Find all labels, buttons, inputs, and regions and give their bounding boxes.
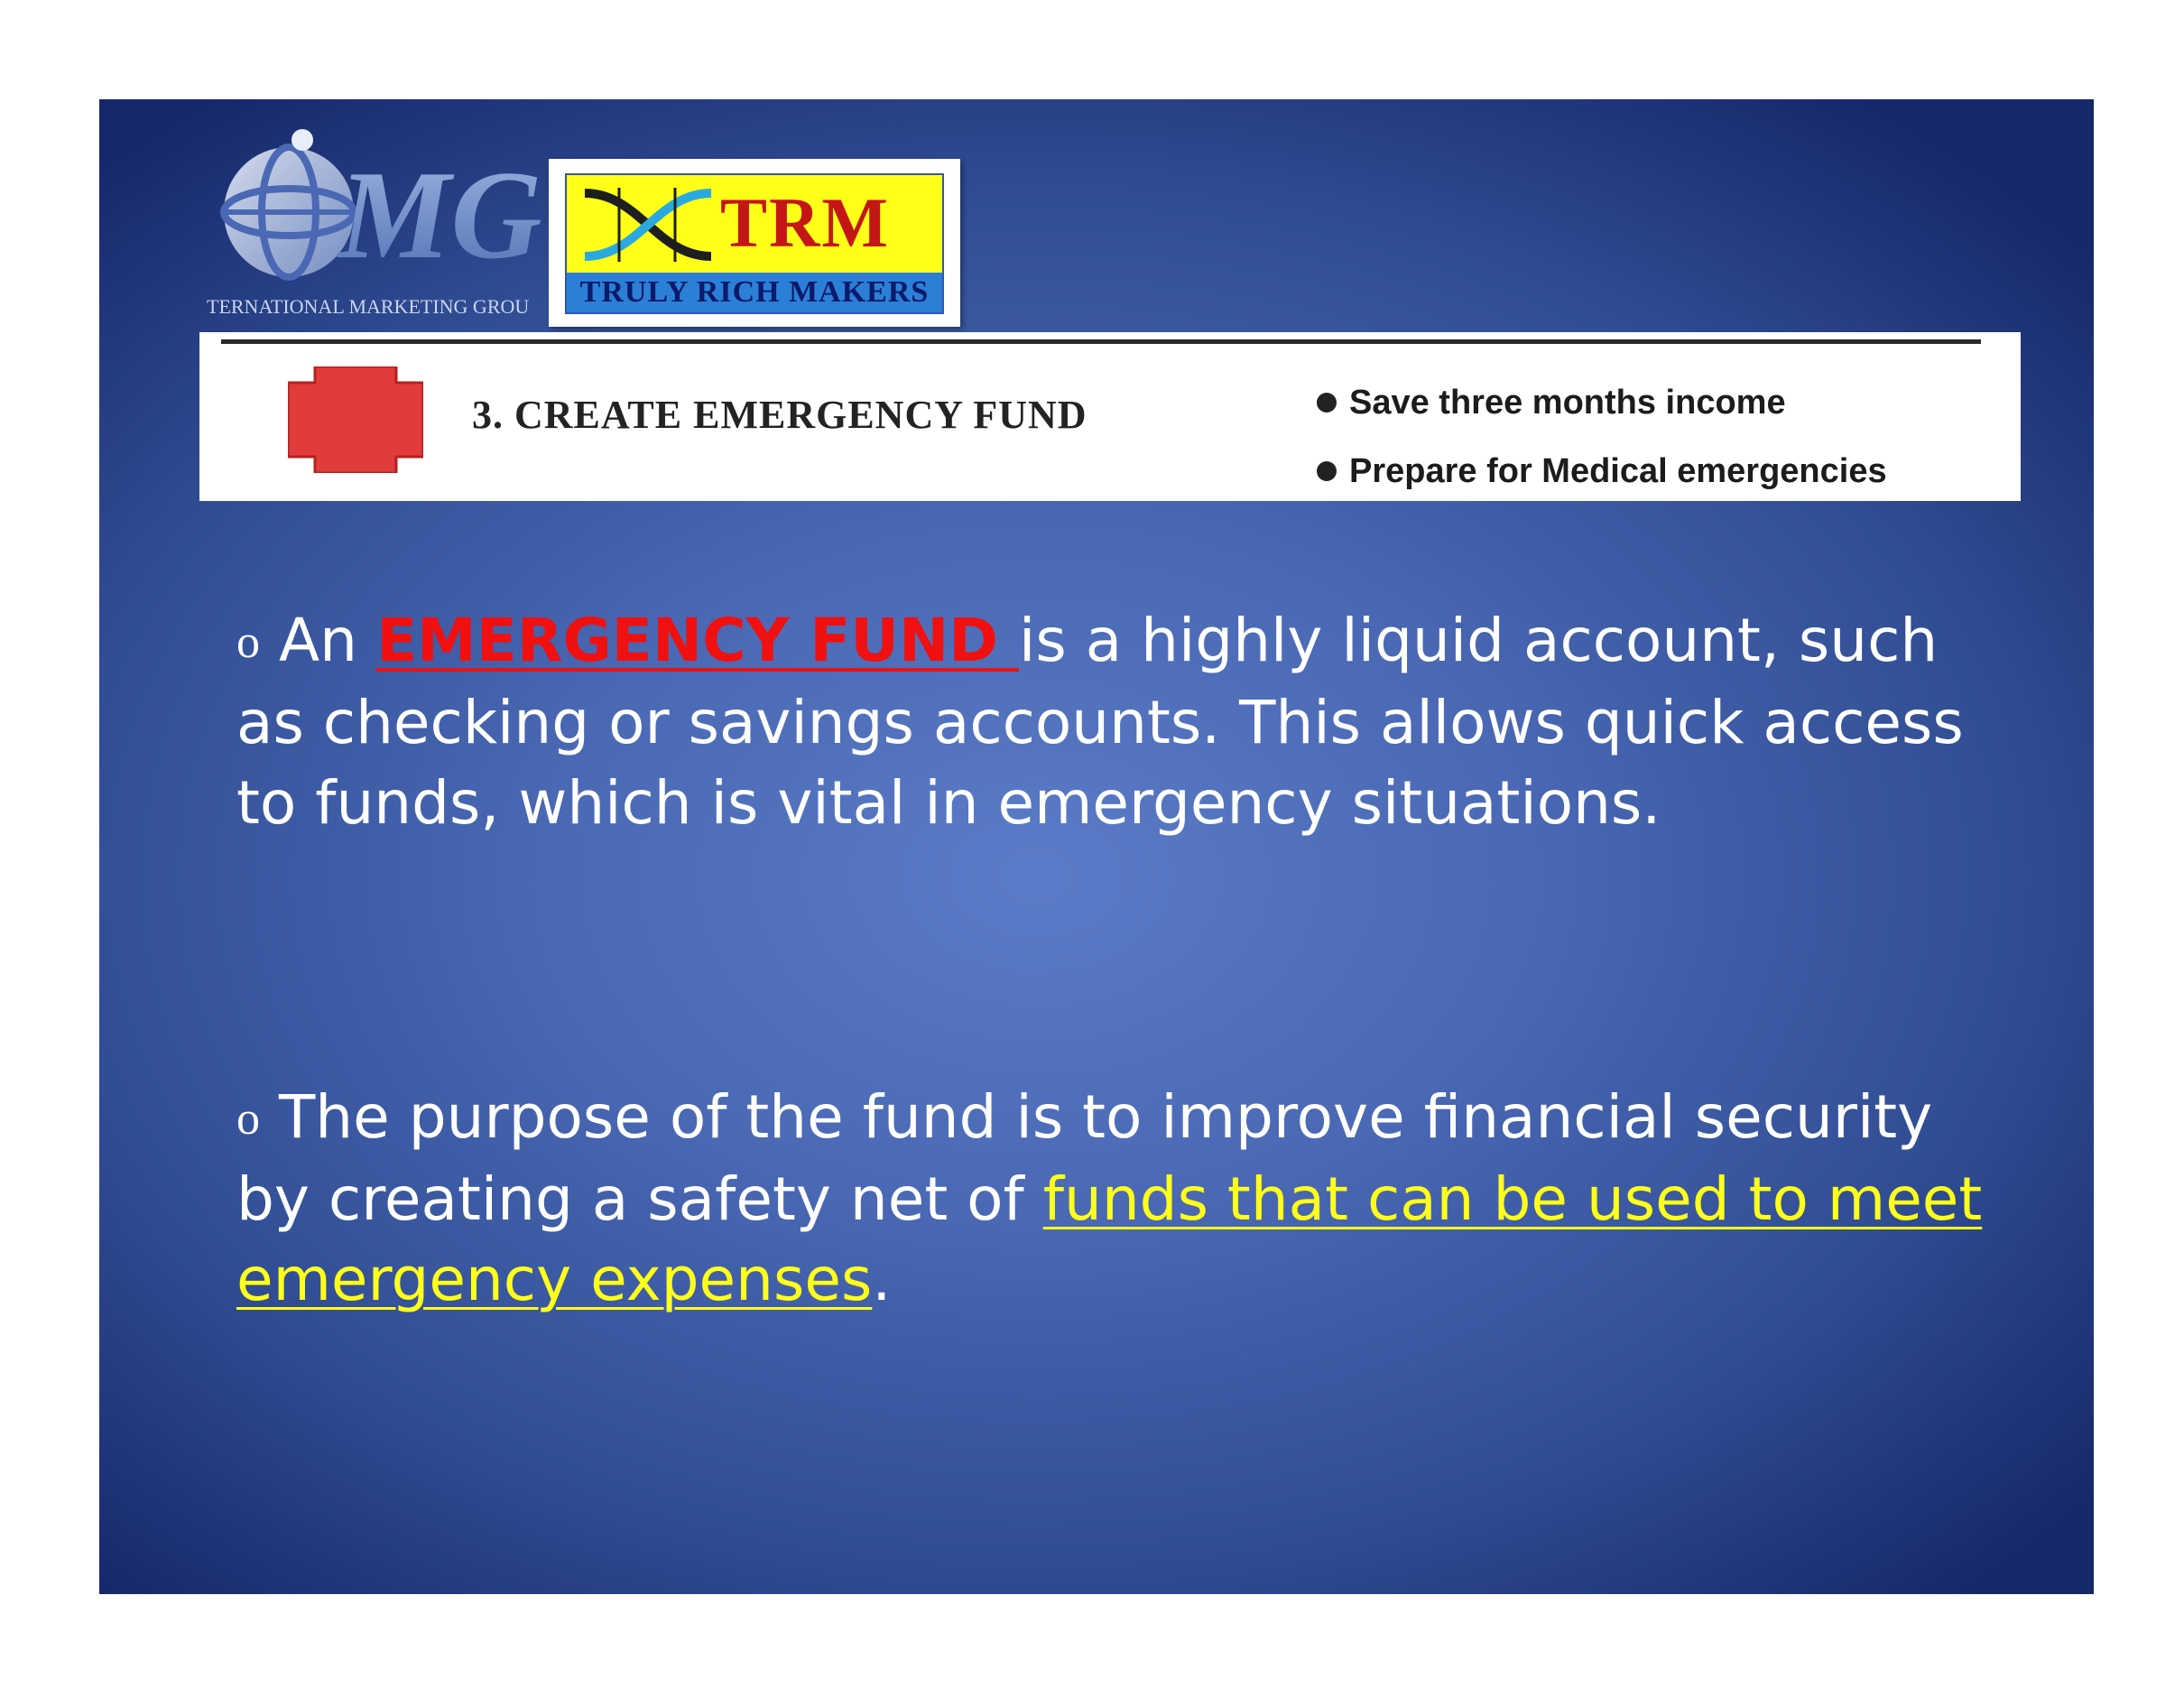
banner-bullet-item (1317, 437, 1887, 505)
banner-bullet-text: Prepare for Medical emergencies (1349, 452, 1887, 490)
banner-rule (221, 339, 1981, 344)
trm-letters: TRM (720, 183, 890, 262)
paragraph-rest: . (872, 1245, 892, 1314)
trm-name: TRULY RICH MAKERS (567, 273, 942, 312)
img-tagline: TERNATIONAL MARKETING GROU (207, 295, 530, 318)
hollow-bullet-icon: o (236, 617, 260, 668)
globe-icon (203, 122, 564, 302)
banner-title: 3. CREATE EMERGENCY FUND (472, 393, 1087, 437)
bullet-dot-icon (1317, 393, 1337, 413)
trm-logo (549, 159, 960, 327)
slide (99, 99, 2094, 1594)
paragraph-lead: The purpose of the fund is to improve financial security by creating a safety net of (236, 1082, 1933, 1234)
paragraph-lead: An (278, 606, 357, 675)
img-logo (203, 122, 564, 320)
bullet-dot-icon (1317, 461, 1337, 481)
topic-banner (199, 332, 2021, 501)
hollow-bullet-icon: o (236, 1093, 260, 1145)
svg-text:MG: MG (338, 145, 542, 285)
paragraph-rest: is a highly liquid account, such as checking or savings accounts. This allows quick access to funds, which is vital in emergency situations. (236, 606, 1964, 838)
banner-bullet-text: Save three months income (1349, 384, 1786, 422)
first-aid-cross-icon (288, 366, 423, 473)
banner-bullet-item (1317, 368, 1887, 437)
paragraph-emergency-fund-definition (236, 600, 2005, 843)
highlight-emergency-expenses: funds that can be used to meet emergency expenses (236, 1164, 1983, 1314)
highlight-emergency-fund: EMERGENCY FUND (375, 606, 1019, 675)
banner-bullet-list (1317, 368, 1887, 505)
paragraph-fund-purpose (236, 1077, 2005, 1320)
